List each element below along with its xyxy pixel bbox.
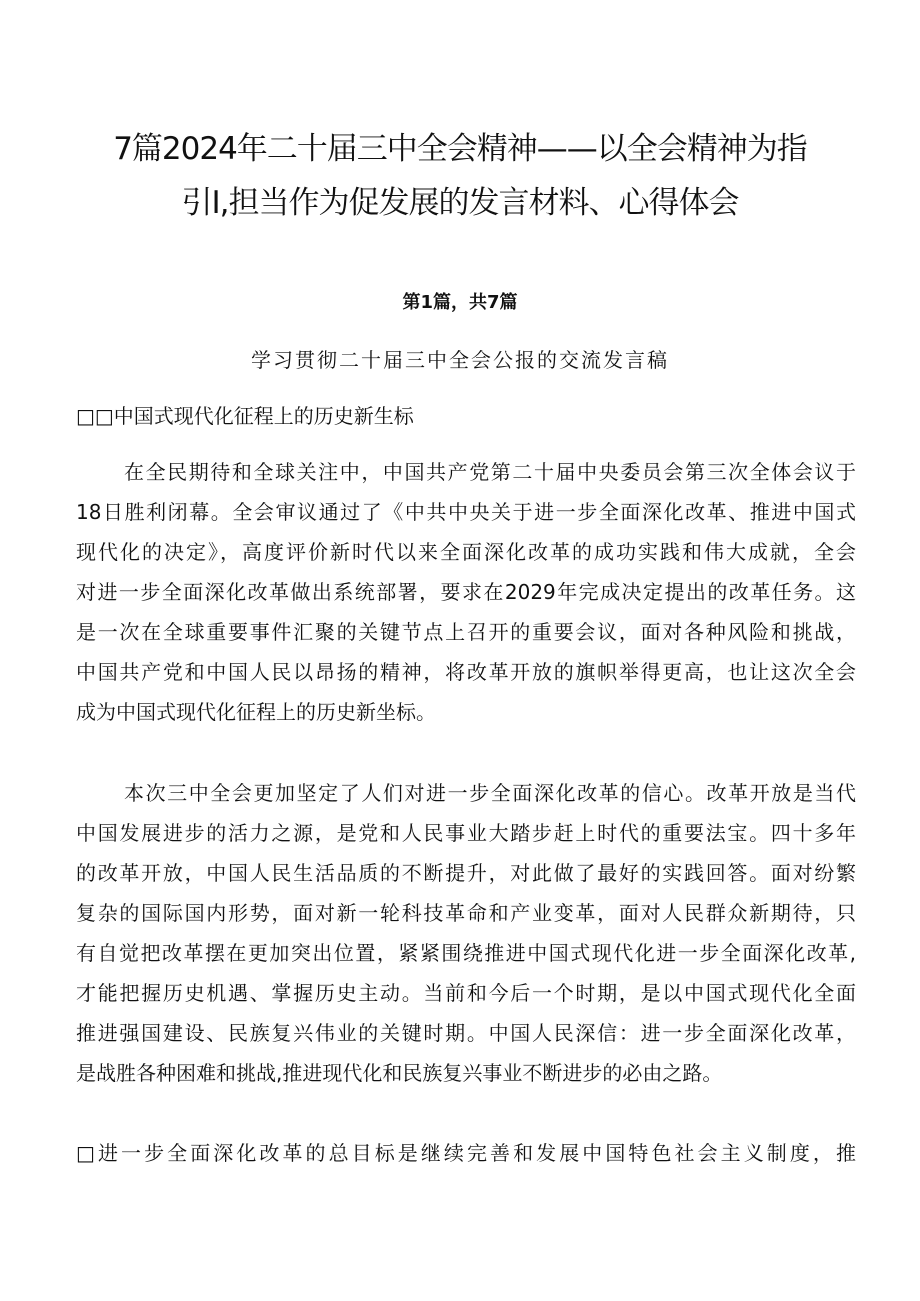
paragraph-line: 对进一步全面深化改革做出系统部署，要求在2029年完成决定提出的改革任务。这 [76, 580, 856, 604]
paragraph-line: 有自觉把改革摆在更加突出位置，紧紧围绕推进中国式现代化进一步全面深化改革, [76, 941, 856, 965]
paragraph [76, 773, 856, 1093]
section-heading-text: □□中国式现代化征程上的历史新生标 [76, 404, 414, 428]
paragraph-line: 推进强国建设、民族复兴伟业的关键时期。中国人民深信：进一步全面深化改革， [76, 1021, 856, 1045]
paragraph-line: 中国发展进步的活力之源，是党和人民事业大踏步赶上时代的重要法宝。四十多年 [76, 821, 856, 845]
paragraph-line: 18日胜利闭幕。全会审议通过了《中共中央关于进一步全面深化改革、推进中国式 [76, 500, 856, 524]
document-title [60, 122, 860, 230]
paragraph-line: 中国共产党和中国人民以昂扬的精神，将改革开放的旗帜举得更高，也让这次全会 [76, 660, 856, 684]
part-label: 第1篇，共7篇 [402, 292, 518, 313]
paragraph-line: 复杂的国际国内形势，面对新一轮科技革命和产业变革，面对人民群众新期待，只 [76, 901, 856, 925]
paragraph-line: 现代化的决定》，高度评价新时代以来全面深化改革的成功实践和伟大成就，全会 [76, 540, 856, 564]
paragraph-line: 是战胜各种困难和挑战,推进现代化和民族复兴事业不断进步的必由之路。 [76, 1061, 723, 1085]
paragraph-line: 成为中国式现代化征程上的历史新坐标。 [76, 700, 436, 724]
paragraph-line: 本次三中全会更加坚定了人们对进一步全面深化改革的信心。改革开放是当代 [124, 781, 856, 805]
paragraph [76, 452, 856, 732]
paragraph-line: □进一步全面深化改革的总目标是继续完善和发展中国特色社会主义制度，推 [76, 1141, 856, 1165]
article-title: 学习贯彻二十届三中全会公报的交流发言稿 [251, 348, 669, 372]
paragraph-line: 在全民期待和全球关注中，中国共产党第二十届中央委员会第三次全体会议于 [124, 460, 856, 484]
document-title-line: 7篇2024年二十届三中全会精神——以全会精神为指 [113, 131, 807, 167]
document-title-line: 引I,担当作为促发展的发言材料、心得体会 [181, 185, 739, 221]
paragraph [76, 1133, 856, 1173]
section-heading [76, 396, 856, 436]
paragraph-line: 才能把握历史机遇、掌握历史主动。当前和今后一个时期，是以中国式现代化全面 [76, 981, 856, 1005]
paragraph-line: 是一次在全球重要事件汇聚的关键节点上召开的重要会议，面对各种风险和挑战， [76, 620, 856, 644]
paragraph-line: 的改革开放，中国人民生活品质的不断提升，对此做了最好的实践回答。面对纷繁 [76, 861, 856, 885]
